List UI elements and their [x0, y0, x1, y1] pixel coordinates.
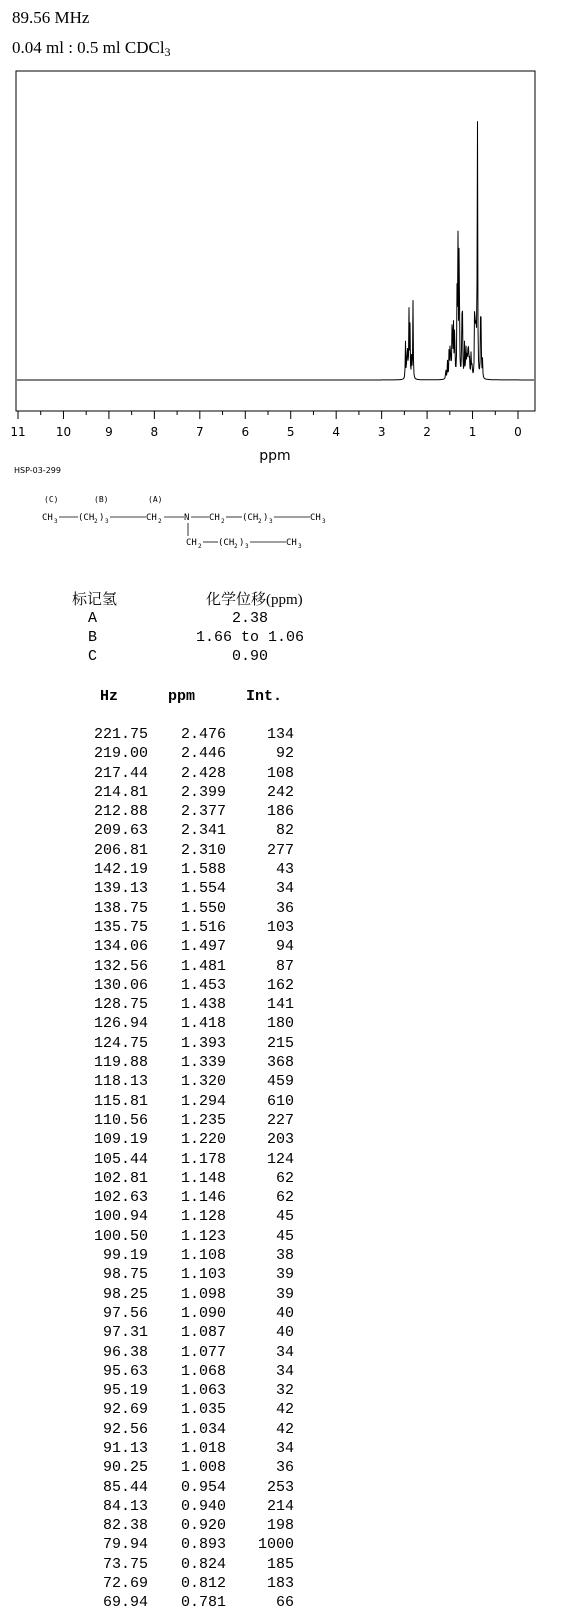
- chain-b-sub2: 3: [105, 518, 109, 525]
- cell-ppm: 0.824: [180, 1555, 226, 1573]
- cell-hz: 72.69: [102, 1575, 148, 1593]
- cell-hz: 98.75: [102, 1266, 148, 1284]
- cell-hz: 219.00: [93, 745, 148, 763]
- table-row: [70, 765, 310, 784]
- x-tick-label: 9: [105, 425, 113, 439]
- table-row: [70, 977, 310, 996]
- cell-int: 610: [266, 1092, 294, 1110]
- table-row: [70, 1459, 310, 1478]
- cell-ppm: 0.954: [180, 1478, 226, 1496]
- cell-ppm: 1.497: [180, 938, 226, 956]
- down-chain-sub1: 2: [234, 543, 238, 550]
- cell-hz: 118.13: [93, 1073, 148, 1091]
- cell-int: 134: [266, 726, 294, 743]
- cell-int: 45: [275, 1208, 294, 1226]
- cell-int: 43: [275, 861, 294, 879]
- cell-hz: 209.63: [93, 822, 148, 840]
- header-int: Int.: [246, 688, 283, 705]
- cell-hz: 135.75: [93, 918, 148, 936]
- cell-ppm: 1.090: [180, 1304, 226, 1322]
- cell-ppm: 1.339: [180, 1054, 226, 1072]
- table-row: [70, 784, 310, 803]
- cell-hz: 69.94: [102, 1594, 148, 1612]
- cell-ppm: 1.103: [180, 1266, 226, 1284]
- table-row: [70, 919, 310, 938]
- cell-hz: 134.06: [93, 938, 148, 956]
- cell-int: 203: [266, 1131, 294, 1149]
- x-tick-label: 2: [423, 425, 431, 439]
- cell-ppm: 1.077: [180, 1343, 226, 1361]
- sample-text: 0.04 ml : 0.5 ml CDCl: [12, 38, 165, 57]
- cell-int: 66: [275, 1594, 294, 1612]
- cell-hz: 79.94: [102, 1536, 148, 1554]
- table-row: [70, 1421, 310, 1440]
- cell-hz: 105.44: [93, 1150, 148, 1168]
- assignment-shift: 0.90: [232, 648, 269, 665]
- x-tick-label: 5: [286, 425, 295, 439]
- x-tick-label: 11: [10, 425, 26, 439]
- table-row: [70, 1208, 310, 1227]
- sample-label: [12, 38, 171, 58]
- assignment-label: B: [88, 629, 98, 646]
- cell-hz: 139.13: [93, 880, 148, 898]
- table-row: [70, 996, 310, 1015]
- cell-hz: 95.63: [102, 1362, 148, 1380]
- cell-int: 42: [275, 1401, 294, 1419]
- table-row: [70, 1054, 310, 1073]
- right-chain-close: ): [263, 513, 269, 523]
- cell-hz: 212.88: [93, 803, 148, 821]
- table-row: [70, 938, 310, 957]
- cell-hz: 119.88: [93, 1054, 148, 1072]
- cell-hz: 102.63: [93, 1189, 148, 1207]
- cell-ppm: 1.008: [180, 1459, 226, 1477]
- peak-table: [70, 688, 310, 1614]
- cell-int: 103: [266, 918, 294, 936]
- table-row: [70, 1498, 310, 1517]
- cell-ppm: 1.393: [180, 1034, 226, 1052]
- assignment-table: [72, 588, 372, 667]
- cell-hz: 73.75: [102, 1555, 148, 1573]
- cell-int: 36: [275, 899, 294, 917]
- cell-int: 34: [275, 1439, 294, 1457]
- cell-ppm: 1.550: [180, 899, 226, 917]
- cell-int: 162: [266, 976, 294, 994]
- cell-hz: 98.25: [102, 1285, 148, 1303]
- table-row: [70, 1112, 310, 1131]
- cell-int: 180: [266, 1015, 294, 1033]
- table-row: [70, 1344, 310, 1363]
- chain-b: (CH: [78, 513, 95, 523]
- cell-hz: 99.19: [102, 1247, 148, 1265]
- ch2-a: CH: [146, 513, 157, 523]
- cell-int: 198: [266, 1517, 294, 1535]
- cell-hz: 124.75: [93, 1034, 148, 1052]
- down-chain-sub2: 3: [245, 543, 249, 550]
- label-a: (A): [148, 495, 163, 504]
- table-row: [70, 842, 310, 861]
- right-ch2-sub: 2: [221, 518, 225, 525]
- cell-int: 34: [275, 1343, 294, 1361]
- cell-int: 108: [266, 764, 294, 782]
- table-row: [70, 1286, 310, 1305]
- x-tick-label: 7: [195, 425, 204, 439]
- ch3-left-sub: 3: [54, 518, 58, 525]
- cell-hz: 130.06: [93, 976, 148, 994]
- table-row: [70, 1575, 310, 1594]
- table-row: [70, 822, 310, 841]
- cell-hz: 110.56: [93, 1111, 148, 1129]
- nmr-spectrum-chart: [0, 60, 570, 465]
- frequency-label: 89.56 MHz: [12, 8, 90, 27]
- cell-ppm: 1.098: [180, 1285, 226, 1303]
- cell-ppm: 1.123: [180, 1227, 226, 1245]
- cell-ppm: 1.034: [180, 1420, 226, 1438]
- cell-hz: 97.31: [102, 1324, 148, 1342]
- cell-hz: 221.75: [93, 726, 148, 743]
- cell-hz: 132.56: [93, 957, 148, 975]
- table-row: [70, 726, 310, 745]
- cell-int: 62: [275, 1189, 294, 1207]
- cell-ppm: 0.893: [180, 1536, 226, 1554]
- cell-hz: 100.50: [93, 1227, 148, 1245]
- table-row: [70, 1228, 310, 1247]
- cell-ppm: 2.446: [180, 745, 226, 763]
- cell-int: 242: [266, 783, 294, 801]
- table-row: [70, 1305, 310, 1324]
- down-chain-close: ): [239, 538, 245, 548]
- cell-ppm: 1.516: [180, 918, 226, 936]
- cell-int: 183: [266, 1575, 294, 1593]
- cell-hz: 92.56: [102, 1420, 148, 1438]
- chain-b-sub1: 2: [94, 518, 98, 525]
- cell-ppm: 1.588: [180, 861, 226, 879]
- cell-ppm: 1.554: [180, 880, 226, 898]
- cell-ppm: 1.146: [180, 1189, 226, 1207]
- cell-ppm: 0.812: [180, 1575, 226, 1593]
- cell-hz: 138.75: [93, 899, 148, 917]
- cell-ppm: 1.068: [180, 1362, 226, 1380]
- cell-hz: 115.81: [93, 1092, 148, 1110]
- table-row: [70, 1266, 310, 1285]
- peak-table-body: [70, 726, 310, 1614]
- cell-int: 82: [275, 822, 294, 840]
- assignment-label: A: [88, 610, 98, 627]
- cell-int: 36: [275, 1459, 294, 1477]
- cell-int: 124: [266, 1150, 294, 1168]
- x-tick-label: 8: [150, 425, 159, 439]
- cell-int: 459: [266, 1073, 294, 1091]
- table-row: [70, 1131, 310, 1150]
- table-row: [70, 958, 310, 977]
- header-hz: Hz: [100, 688, 119, 705]
- x-tick-label: 0: [514, 425, 522, 439]
- cell-hz: 92.69: [102, 1401, 148, 1419]
- cell-hz: 97.56: [102, 1304, 148, 1322]
- cell-int: 42: [275, 1420, 294, 1438]
- table-row: [70, 745, 310, 764]
- cell-int: 92: [275, 745, 294, 763]
- cell-int: 45: [275, 1227, 294, 1245]
- table-row: [70, 1015, 310, 1034]
- cell-hz: 84.13: [102, 1497, 148, 1515]
- right-ch3-sub: 3: [322, 518, 326, 525]
- cell-hz: 85.44: [102, 1478, 148, 1496]
- cell-int: 214: [266, 1497, 294, 1515]
- assignment-label: C: [88, 648, 98, 665]
- down-ch3-sub: 3: [298, 543, 302, 550]
- cell-ppm: 1.235: [180, 1111, 226, 1129]
- cell-ppm: 2.377: [180, 803, 226, 821]
- ch2-a-sub: 2: [158, 518, 162, 525]
- cell-ppm: 1.148: [180, 1169, 226, 1187]
- table-row: [70, 861, 310, 880]
- cell-ppm: 0.940: [180, 1497, 226, 1515]
- cell-hz: 96.38: [102, 1343, 148, 1361]
- table-row: [70, 1401, 310, 1420]
- cell-ppm: 1.294: [180, 1092, 226, 1110]
- table-row: [70, 1440, 310, 1459]
- cell-hz: 142.19: [93, 861, 148, 879]
- down-ch3: CH: [286, 538, 297, 548]
- cell-int: 141: [266, 996, 294, 1014]
- x-axis-ticks: [18, 411, 518, 419]
- cell-ppm: 2.341: [180, 822, 226, 840]
- cell-hz: 217.44: [93, 764, 148, 782]
- right-ch2: CH: [209, 513, 220, 523]
- x-axis-tick-labels: [10, 425, 521, 439]
- header-ppm: ppm: [168, 688, 196, 705]
- right-chain: (CH: [242, 513, 259, 523]
- cell-ppm: 1.087: [180, 1324, 226, 1342]
- cell-int: 186: [266, 803, 294, 821]
- table-row: [70, 1151, 310, 1170]
- cell-hz: 109.19: [93, 1131, 148, 1149]
- x-tick-label: 6: [241, 425, 250, 439]
- cell-int: 215: [266, 1034, 294, 1052]
- cell-int: 39: [275, 1285, 294, 1303]
- table-row: [70, 1035, 310, 1054]
- assignment-row: [72, 648, 372, 667]
- cell-hz: 126.94: [93, 1015, 148, 1033]
- cell-ppm: 1.128: [180, 1208, 226, 1226]
- cell-int: 34: [275, 880, 294, 898]
- down-ch2: CH: [186, 538, 197, 548]
- cell-hz: 100.94: [93, 1208, 148, 1226]
- cell-int: 87: [275, 957, 294, 975]
- x-tick-label: 4: [332, 425, 341, 439]
- table-row: [70, 880, 310, 899]
- plot-frame: [16, 71, 535, 411]
- cell-int: 253: [266, 1478, 294, 1496]
- cell-hz: 82.38: [102, 1517, 148, 1535]
- x-tick-label: 1: [468, 425, 477, 439]
- cell-ppm: 2.399: [180, 783, 226, 801]
- label-c: (C): [44, 495, 59, 504]
- cell-ppm: 1.438: [180, 996, 226, 1014]
- table-row: [70, 1324, 310, 1343]
- table-row: [70, 1536, 310, 1555]
- cell-ppm: 1.035: [180, 1401, 226, 1419]
- right-chain-sub2: 3: [269, 518, 273, 525]
- cell-ppm: 1.453: [180, 976, 226, 994]
- assignment-header: [72, 588, 372, 610]
- table-row: [70, 1189, 310, 1208]
- table-row: [70, 803, 310, 822]
- sample-subscript: 3: [164, 45, 171, 59]
- cell-ppm: 0.920: [180, 1517, 226, 1535]
- cell-ppm: 1.481: [180, 957, 226, 975]
- chain-b-close: ): [99, 513, 105, 523]
- cell-int: 227: [266, 1111, 294, 1129]
- cell-ppm: 1.108: [180, 1247, 226, 1265]
- table-row: [70, 1247, 310, 1266]
- cell-ppm: 1.418: [180, 1015, 226, 1033]
- cell-hz: 206.81: [93, 841, 148, 859]
- cell-ppm: 1.063: [180, 1382, 226, 1400]
- cell-int: 40: [275, 1304, 294, 1322]
- ch3-left: CH: [42, 513, 53, 523]
- molecular-structure: [38, 494, 358, 552]
- peak-table-header: [70, 688, 310, 726]
- assignment-row: [72, 629, 372, 648]
- cell-ppm: 1.178: [180, 1150, 226, 1168]
- table-row: [70, 1170, 310, 1189]
- cell-int: 62: [275, 1169, 294, 1187]
- table-row: [70, 1363, 310, 1382]
- table-row: [70, 1517, 310, 1536]
- cell-ppm: 1.018: [180, 1439, 226, 1457]
- down-ch2-sub: 2: [198, 543, 202, 550]
- assignment-shift: 2.38: [232, 610, 269, 627]
- cell-int: 34: [275, 1362, 294, 1380]
- table-row: [70, 1093, 310, 1112]
- right-chain-sub1: 2: [258, 518, 262, 525]
- cell-int: 40: [275, 1324, 294, 1342]
- x-tick-label: 3: [377, 425, 386, 439]
- down-chain: (CH: [218, 538, 235, 548]
- right-ch3: CH: [310, 513, 321, 523]
- x-axis-label: ppm: [259, 448, 291, 464]
- cell-int: 277: [266, 841, 294, 859]
- cell-hz: 214.81: [93, 783, 148, 801]
- table-row: [70, 1479, 310, 1498]
- cell-ppm: 1.220: [180, 1131, 226, 1149]
- cell-int: 1000: [257, 1536, 294, 1554]
- cell-hz: 95.19: [102, 1382, 148, 1400]
- cell-ppm: 0.781: [180, 1594, 226, 1612]
- cell-hz: 128.75: [93, 996, 148, 1014]
- cell-int: 32: [275, 1382, 294, 1400]
- table-row: [70, 1594, 310, 1613]
- table-row: [70, 900, 310, 919]
- cell-int: 94: [275, 938, 294, 956]
- table-row: [70, 1556, 310, 1575]
- table-row: [70, 1382, 310, 1401]
- cell-int: 38: [275, 1247, 294, 1265]
- cell-int: 185: [266, 1555, 294, 1573]
- nitrogen: N: [184, 513, 190, 523]
- assignment-header-shift: 化学位移(ppm): [206, 592, 303, 608]
- cell-int: 368: [266, 1054, 294, 1072]
- spectrum-code: HSP-03-299: [14, 466, 61, 475]
- cell-ppm: 2.310: [180, 841, 226, 859]
- cell-int: 39: [275, 1266, 294, 1284]
- label-b: (B): [94, 495, 109, 504]
- cell-ppm: 2.476: [180, 726, 226, 743]
- spectrum-trace: [17, 121, 534, 380]
- assignment-shift: 1.66 to 1.06: [196, 629, 305, 646]
- cell-hz: 91.13: [102, 1439, 148, 1457]
- cell-ppm: 2.428: [180, 764, 226, 782]
- assignment-header-label: 标记氢: [72, 592, 118, 608]
- x-tick-label: 10: [55, 425, 72, 439]
- cell-hz: 90.25: [102, 1459, 148, 1477]
- table-row: [70, 1073, 310, 1092]
- assignment-row: [72, 610, 372, 629]
- cell-ppm: 1.320: [180, 1073, 226, 1091]
- cell-hz: 102.81: [93, 1169, 148, 1187]
